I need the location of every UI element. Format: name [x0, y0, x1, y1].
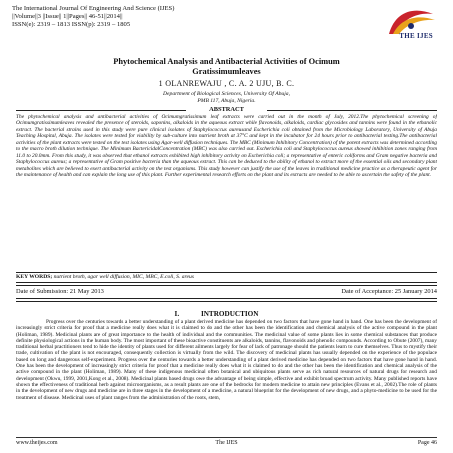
abstract-text: The phytochemical analysis and antibacterial activities of Ocimumgratissimum leaf extracts were carried out in the month of July, 2012.The phytochemical screening of Ocimumgratissimumleaves revealed the presence of steroids, saponins, alkaloids in the aqueous extract while flavonoids, alkaloids, cardiac glycosides and tannins were found in the ethanolic extract. The bacterial strains used in this study were pure clinical isolates of Staphylococcus aureusand Escherichia coli obtained from the Microbiology Laboratory, University of Abuja Teaching Hospital, Abuja. The isolates were tested for viability by sub-culture into nutrient broth at 37°C and kept in the incubator for 24 hours prior to antibacterial testing.The antibacterial activities of the plant extracts were tested on the test isolates using Agar-well diffusion techniques. The MBC (Minimum Inhibitory Concentration) of the potent extracts was determined according to the macro broth dilution technique. The Minimum BactericidalConcentration (MBC) was also carried out. Escherichia coli and Staphylococcus aureus showed inhibition zones ranging from 11.0 to 20.0mm. From this study, it was observed that ethanol extracts exhibited high inhibitory activity on Escherichia coli; a representative of enteric coliforms and Gram negative bacteria and Staphylococcus aureus; a representative of Gram positive bacteria than the aqueous extract. This can be deduced to the ability of ethanol to extract more of the essential oils and secondary plant metabolites which are believed to exert antibacterial activity on the test organisms. This study however can justify the use of the leaves in traditional medicine practice as a therapeutic agent for the maintenance of health and can explain the long use of this plant. Further experimental research efforts on the plant and its extracts are needed to be able to ascertain the safety of the plant.: [16, 114, 437, 179]
divider: [16, 285, 437, 286]
acceptance-date: Date of Acceptance: 25 January 2014: [341, 288, 437, 295]
keywords-label: KEY WORDS;: [16, 274, 53, 280]
section-heading: [0, 310, 453, 318]
submission-date: Date of Submission: 21 May 2013: [16, 288, 104, 295]
footer-page-number: Page 46: [417, 440, 437, 446]
footer-journal: The IJES: [215, 440, 238, 446]
journal-name: The International Journal Of Engineering And Science (IJES): [12, 5, 175, 12]
keywords: [16, 274, 437, 280]
abstract-label: ABSTRACT: [209, 106, 244, 113]
journal-volume: ||Volume||3 ||Issue|| 1||Pages|| 46-51||2014||: [12, 12, 123, 20]
affiliation-line2: PMB 117, Abuja, Nigeria.: [197, 98, 256, 104]
affiliation-line1: Department of Biological Sciences, University Of Abuja,: [163, 91, 290, 97]
keywords-text: nutrient broth, agar well diffusion, MIC, MBC, E.coli, S. areus: [52, 274, 194, 280]
divider: [16, 272, 437, 273]
section-title: INTRODUCTION: [200, 310, 259, 318]
divider: [16, 282, 437, 283]
footer-divider: [16, 437, 437, 438]
journal-issn: ISSN(e): 2319 – 1813 ISSN(p): 2319 – 1805: [12, 20, 131, 28]
divider: [16, 301, 437, 302]
introduction-text: Progress over the centuries towards a better understanding of a plant derived medicine has depended on two factors that have gone hand in hand. One has been the development of increasingly strict criteria for proof that a medicine really does what it is claimed to do and the other has been the identification and chemical analysis of the active compound in the plant (Holiman, 1989). Medicinal plants are of great importance to the health of individual and the communities. The medicinal value of some plants lies in some chemical substances that produce definite physiological actions in the human body. The most important of these bioactive constituents are alkaloids, tannins, flavonoids and phenolic compounds. According to Obute (2007), many traditional herbal practitioners tend to hide the identity of plants used for different ailments largely for fear of lack of patronage should the patients learn to cure themselves. Thus to mystify their trade, cultivation of the plant is not encouraged, consequently collection is virtually from the wild. The discovery of medicinal plants has usually depended on the experience of the populace based on long and dangerous self-experiment. Progress over the centuries towards a better understanding of a plant derived medicine has depended on two factors that have gone hand in hand. One has been the development of increasingly strict criteria for proof that a medicine really does what it is claimed to do and the other has been the identification and chemical analysis of the active compound in the plant (Holiman, 1989). Many of these indigenous medicinal often botanical and ubiquitous plants serve as rich natural resources of natural drugs for research and development (Okwu, 1999, 2001,Kong et al., 2008). Medicinal plants based drugs owe the advantage of being simple, effective and exhibit broad spectrum activity. Many published reports have shown the effectiveness of traditional herb against microorganisms, as a result plants are one of the bedrocks for modern medicine to attain new principles (Evans et al., 2002).The role of plants in the development of new drugs and medicine are in three stages in the development of a medicine, a natural blueprint for the development of new drugs, and a phyto-medicine to be used for the treatment of disease. Medicinal uses of plant ranges from the administration of the roots, stem,: [16, 319, 437, 401]
paper-title-line2: Gratissimumleaves: [192, 67, 261, 76]
journal-header: [12, 5, 382, 28]
abstract-rule-right: [267, 110, 437, 111]
divider: [16, 298, 437, 299]
paper-authors: 1 OLANREWAJU , C. A. 2 UJU, B. C.: [158, 79, 295, 88]
journal-logo-text: THE IJES: [399, 32, 433, 40]
section-number: I.: [174, 310, 180, 318]
paper-title-line1: Phytochemical Analysis and Antibacterial Activities of Ocimum: [113, 57, 340, 66]
footer-website[interactable]: www.theijes.com: [16, 440, 58, 446]
